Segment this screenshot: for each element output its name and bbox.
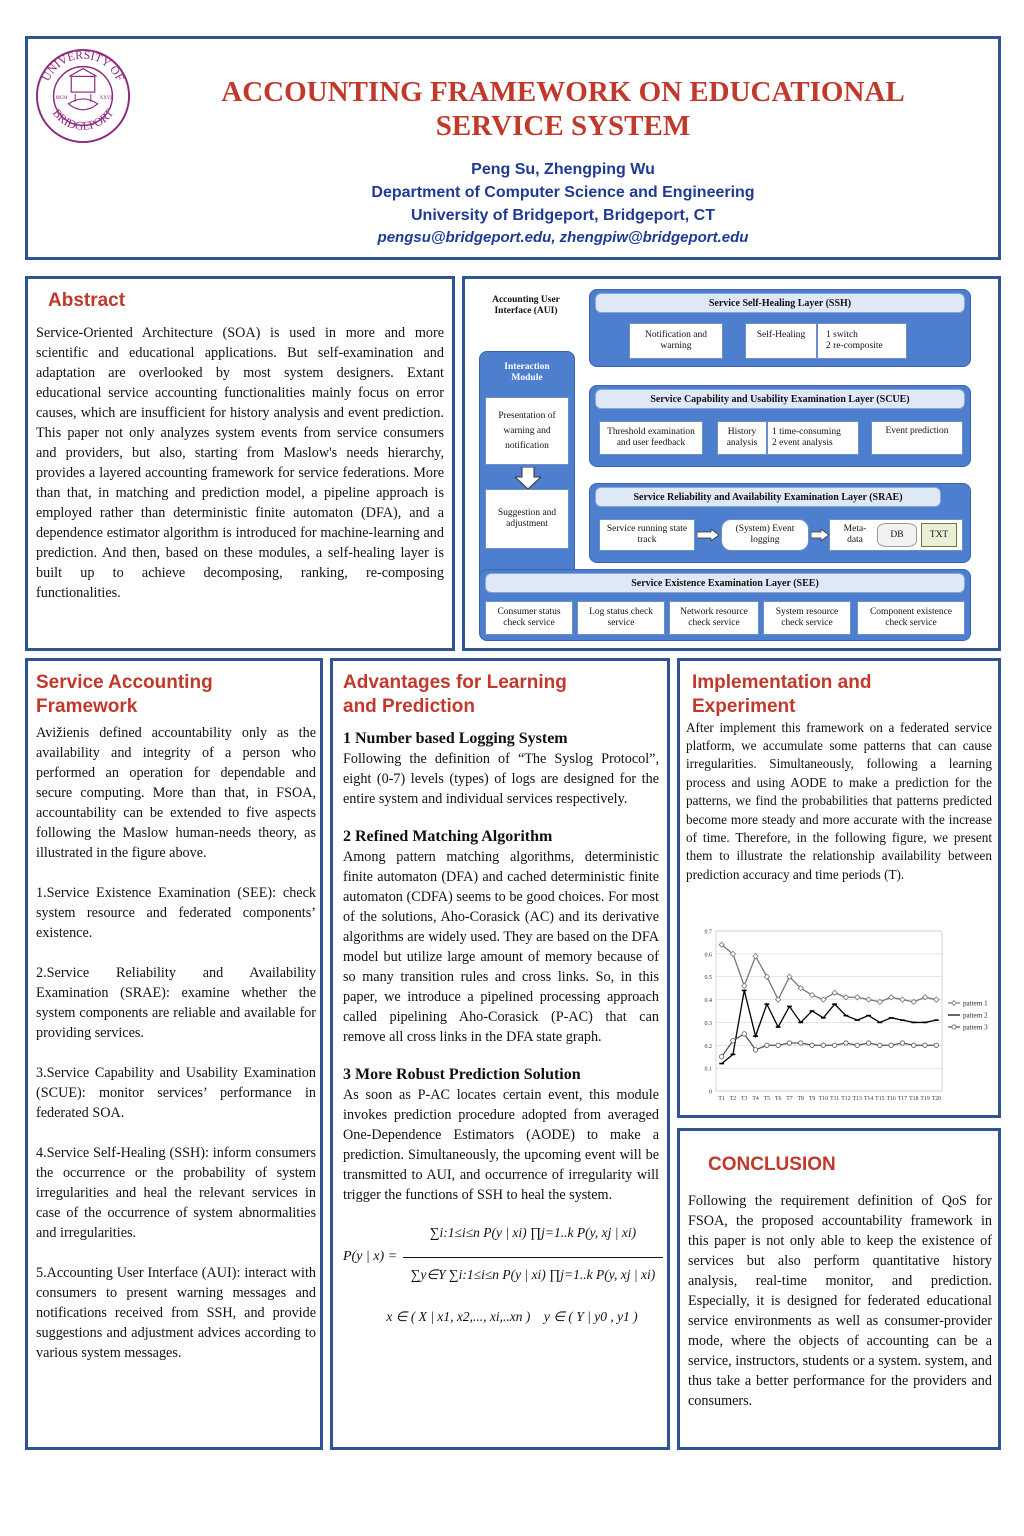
- emails: pengsu@bridgeport.edu, zhengpiw@bridgeport.edu: [377, 229, 749, 246]
- ssh-actions: [817, 323, 907, 359]
- x-tick-label: T6: [774, 1096, 782, 1102]
- legend-marker: [952, 1001, 957, 1006]
- x-tick-label: T15: [875, 1096, 885, 1102]
- poster-title: [138, 75, 988, 143]
- abstract-text: Service-Oriented Architecture (SOA) is used in more and more scientific and educational applications. But self-examination and adaptation are overlooked by most system designers. Extant educational service accounting functionalities mainly focus on error causes, which are insufficient for history analysis and event prediction. This paper not only analyzes system events from service consumers and providers, but also, starting from Maslow's needs hierarchy, provides a layered accounting framework for service federations. More than that, in matching and prediction model, a pipeline approach is employed rather than deterministic finite automaton (DFA), and a dependence estimator algorithm is introduced for machine-learning and prediction. And then, based on these modules, a self-healing layer is built up to achieve decomposing, ranking, re-composing functionalities.: [36, 324, 444, 601]
- formula-lhs: P(y | x) =: [343, 1248, 398, 1264]
- data-point: [843, 995, 848, 1000]
- y-tick-label: 0.1: [704, 1066, 712, 1073]
- formula-denominator: ∑y∈Y ∑i:1≤i≤n P(y | xi) ∏j=1..k P(y, xj | xi): [410, 1266, 656, 1282]
- data-point: [900, 1041, 904, 1045]
- data-point: [844, 1041, 848, 1045]
- x-tick-label: T8: [797, 1096, 804, 1102]
- y-tick-label: 0.3: [704, 1020, 712, 1027]
- implementation-box: [677, 658, 1001, 1118]
- data-point: [821, 1043, 825, 1047]
- x-tick-label: T18: [909, 1096, 919, 1102]
- svg-text:UNIVERSITY OF: UNIVERSITY OF: [39, 48, 127, 84]
- data-point: [753, 1048, 757, 1052]
- legend-label: pattern 3: [963, 1023, 988, 1032]
- framework-scue: 3.Service Capability and Usability Examination (SCUE): monitor services’ performance in federated SOA.: [36, 1064, 316, 1121]
- data-point: [855, 995, 860, 1000]
- data-point: [878, 1043, 882, 1047]
- x-tick-label: T12: [841, 1096, 851, 1102]
- see-consumer: Consumer status check service: [485, 601, 573, 635]
- scue-time-consuming: 1 time-consuming: [772, 427, 841, 437]
- formula-domain: x ∈ ( X | x1, x2,..., xi,..xn ) y ∈ ( Y | y0 , y1 ): [386, 1308, 638, 1324]
- university-seal-icon: [34, 47, 132, 145]
- data-point: [832, 1043, 836, 1047]
- x-tick-label: T5: [763, 1096, 771, 1102]
- authors: Peng Su, Zhengping Wu: [471, 161, 655, 178]
- aode-formula: [343, 1223, 659, 1333]
- data-point: [787, 1041, 791, 1045]
- data-point: [934, 1043, 938, 1047]
- advantages-title-line-2: and Prediction: [343, 695, 475, 717]
- fraction-bar: [403, 1257, 663, 1258]
- advantages-title-line-1: Advantages for Learning: [343, 672, 567, 693]
- y-tick-label: 0.4: [704, 998, 712, 1005]
- svg-text:XXVII: XXVII: [99, 95, 114, 101]
- implementation-title: [692, 671, 992, 719]
- conclusion-box: [677, 1128, 1001, 1450]
- ssh-self-healing: Self-Healing: [745, 323, 817, 359]
- framework-title-line-2: Framework: [36, 695, 138, 717]
- data-point: [799, 1041, 803, 1045]
- prediction-text: As soon as P-AC locates certain event, this module invokes prediction procedure adopted from averaged One-Dependence Estimators (AODE) to make a prediction. Simultaneously, the upcoming event will be transmitted to AUI, and occurrence of irregularity will trigger the functions of SSH to heal the system.: [343, 1086, 659, 1203]
- implementation-title-line-1: Implementation and: [692, 672, 872, 693]
- data-point: [742, 1032, 746, 1036]
- data-point: [900, 997, 905, 1002]
- framework-aui: 5.Accounting User Interface (AUI): interact with consumers to present warning messages and notifications received from SSH, and provide suggestions and adjustment advices according to various system messages.: [36, 1264, 316, 1361]
- framework-ssh: 4.Service Self-Healing (SSH): inform consumers the occurrence or the probability of system irregularities and heal the relevant services in case of the occurrence of system abnormalities and irregularities.: [36, 1144, 316, 1241]
- diagram-box: [462, 276, 1001, 651]
- framework-intro: Avižienis defined accountability only as the availability and integrity of a person who performed an operation for dependable and secure computing. More than that, in FSOA, accountability can be extended to five aspects following the Maslow human-needs theory, as illustrated in the figure above.: [36, 724, 316, 861]
- data-point: [912, 1043, 916, 1047]
- see-layer-title: Service Existence Examination Layer (SEE): [485, 573, 965, 593]
- data-point: [889, 1043, 893, 1047]
- data-point: [866, 1041, 870, 1045]
- ssh-notification: Notification and warning: [629, 323, 723, 359]
- data-point: [911, 999, 916, 1004]
- header-box: [25, 36, 1001, 260]
- txt-file-icon: [921, 523, 957, 547]
- abstract-box: [25, 276, 455, 651]
- srae-meta-data-label: Meta-data: [843, 524, 867, 545]
- suggestion-box: Suggestion and adjustment: [485, 489, 569, 549]
- scue-history: History analysis: [717, 421, 767, 455]
- aui-label: Accounting User Interface (AUI): [492, 295, 560, 316]
- conclusion-text: Following the requirement definition of QoS for FSOA, the proposed accountability framework in this paper is not only able to keep the existence of services but also perform quantitative history analysis, real-time monitor, and prediction. Especially, it is designed for federated educational service environments as well as consumer-provider mode, where the objects of accounting can be a service, instructors, students or a system. system, and thus take a better performance for the providers and consumers.: [688, 1192, 992, 1409]
- x-tick-label: T17: [897, 1096, 908, 1102]
- see-network: Network resource check service: [669, 601, 759, 635]
- svg-text:BRIDGEPORT: BRIDGEPORT: [49, 106, 117, 133]
- y-tick-label: 0: [709, 1089, 712, 1096]
- svg-text:MCM: MCM: [55, 95, 68, 101]
- framework-title: [36, 671, 316, 719]
- abstract-title: Abstract: [48, 290, 126, 311]
- ssh-switch: 1 switch: [826, 330, 858, 340]
- srae-state-track: Service running state track: [599, 519, 695, 551]
- framework-srae: 2.Service Reliability and Availability Examination (SRAE): examine whether the system components are reliable and available for providing services.: [36, 964, 316, 1041]
- down-arrow-icon: [515, 467, 541, 489]
- scue-prediction: Event prediction: [871, 421, 963, 455]
- logging-title: 1 Number based Logging System: [343, 729, 568, 747]
- right-arrow-icon: [811, 529, 829, 541]
- x-tick-label: T13: [852, 1096, 862, 1102]
- formula-numerator: ∑i:1≤i≤n P(y | xi) ∏j=1..k P(y, xj | xi): [429, 1224, 637, 1240]
- presentation-box: Presentation of warning and notification: [485, 397, 569, 465]
- data-point: [742, 983, 747, 988]
- data-point: [776, 1043, 780, 1047]
- y-tick-label: 0.2: [704, 1043, 712, 1050]
- advantages-box: [330, 658, 670, 1450]
- right-arrow-icon: [697, 529, 719, 541]
- ssh-recomposite: 2 re-composite: [826, 341, 883, 351]
- ssh-layer-title: Service Self-Healing Layer (SSH): [595, 293, 965, 313]
- implementation-text: After implement this framework on a federated service platform, we accumulate some patterns that can cause irregularities. Simultaneously, following a learning process and using AODE to make a prediction for the patterns, we find the probabilities that patterns predicted become more steady and more accurate with the increase of time. Therefore, in the following figure, we present them to illustrate the relationship availability between prediction accuracy and time periods (T).: [686, 719, 992, 882]
- framework-see: 1.Service Existence Examination (SEE): check system resource and federated components’ existence.: [36, 884, 316, 941]
- x-tick-label: T14: [863, 1096, 874, 1102]
- txt-label: TXT: [929, 529, 949, 540]
- x-tick-label: T16: [886, 1096, 896, 1102]
- legend-label: pattern 2: [963, 1011, 988, 1020]
- x-tick-label: T9: [808, 1096, 816, 1102]
- x-tick-label: T10: [818, 1096, 829, 1102]
- data-point: [889, 995, 894, 1000]
- x-tick-label: T3: [741, 1096, 748, 1102]
- conclusion-title: CONCLUSION: [708, 1154, 836, 1175]
- database-icon: [877, 523, 917, 547]
- x-tick-label: T2: [729, 1096, 737, 1102]
- legend-marker: [952, 1025, 956, 1029]
- data-point: [923, 1043, 927, 1047]
- y-tick-label: 0.6: [704, 952, 712, 959]
- scue-layer-title: Service Capability and Usability Examination Layer (SCUE): [595, 389, 965, 409]
- series-line-1: [722, 945, 937, 1002]
- series-line-2: [722, 990, 937, 1063]
- see-component: Component existence check service: [857, 601, 965, 635]
- x-tick-label: T20: [931, 1096, 942, 1102]
- scue-event-analysis: 2 event analysis: [772, 438, 833, 448]
- data-point: [731, 1039, 735, 1043]
- legend-label: pattern 1: [963, 999, 988, 1008]
- data-point: [922, 995, 927, 1000]
- scue-analysis: [767, 421, 859, 455]
- matching-text: Among pattern matching algorithms, deterministic finite automaton (DFA) and cached deterministic finite automaton (CDFA) seems to be good choices. For most of the solutions, Aho-Corasick (AC) and its derivative algorithms are widely used. They are based on the DFA model but utilize large amount of memory because of so many transition rules and cross links. So, in this paper, we introduce a pipelined processing approach called pipelining Aho-Corasick (P-AC) that can remove all cross links in the DFA state graph.: [343, 848, 659, 1045]
- data-point: [765, 1043, 769, 1047]
- x-tick-label: T7: [786, 1096, 793, 1102]
- x-tick-label: T4: [752, 1096, 759, 1102]
- data-point: [855, 1043, 859, 1047]
- data-point: [776, 997, 781, 1002]
- x-tick-label: T11: [830, 1096, 840, 1102]
- see-system: System resource check service: [763, 601, 851, 635]
- data-point: [764, 974, 769, 979]
- data-point: [877, 999, 882, 1004]
- advantages-title: [343, 671, 659, 719]
- see-log: Log status check service: [577, 601, 665, 635]
- title-line-2: SERVICE SYSTEM: [435, 110, 691, 142]
- interaction-module-label: Interaction Module: [504, 362, 550, 383]
- matching-title: 2 Refined Matching Algorithm: [343, 827, 553, 845]
- framework-title-line-1: Service Accounting: [36, 672, 213, 693]
- data-point: [934, 997, 939, 1002]
- y-tick-label: 0.5: [704, 975, 712, 982]
- data-point: [866, 997, 871, 1002]
- data-point: [810, 1043, 814, 1047]
- x-tick-label: T19: [920, 1096, 930, 1102]
- db-label: DB: [890, 529, 904, 540]
- srae-layer-title: Service Reliability and Availability Examination Layer (SRAE): [595, 487, 941, 507]
- srae-event-logging: (System) Event logging: [721, 519, 809, 551]
- data-point: [719, 1055, 723, 1059]
- data-point: [753, 954, 758, 959]
- university: University of Bridgeport, Bridgeport, CT: [410, 207, 715, 224]
- scue-threshold: Threshold examination and user feedback: [599, 421, 703, 455]
- x-tick-label: T1: [718, 1096, 725, 1102]
- y-tick-label: 0.7: [704, 929, 712, 936]
- logging-text: Following the definition of “The Syslog Protocol”, eight (0-7) levels (types) of logs are designed for the entire system and individual services respectively.: [343, 750, 659, 807]
- framework-box: [25, 658, 323, 1450]
- prediction-title: 3 More Robust Prediction Solution: [343, 1065, 581, 1083]
- title-line-1: ACCOUNTING FRAMEWORK ON EDUCATIONAL: [221, 76, 905, 108]
- implementation-title-line-2: Experiment: [692, 695, 796, 717]
- prediction-accuracy-chart: [690, 925, 990, 1115]
- department: Department of Computer Science and Engineering: [371, 184, 755, 201]
